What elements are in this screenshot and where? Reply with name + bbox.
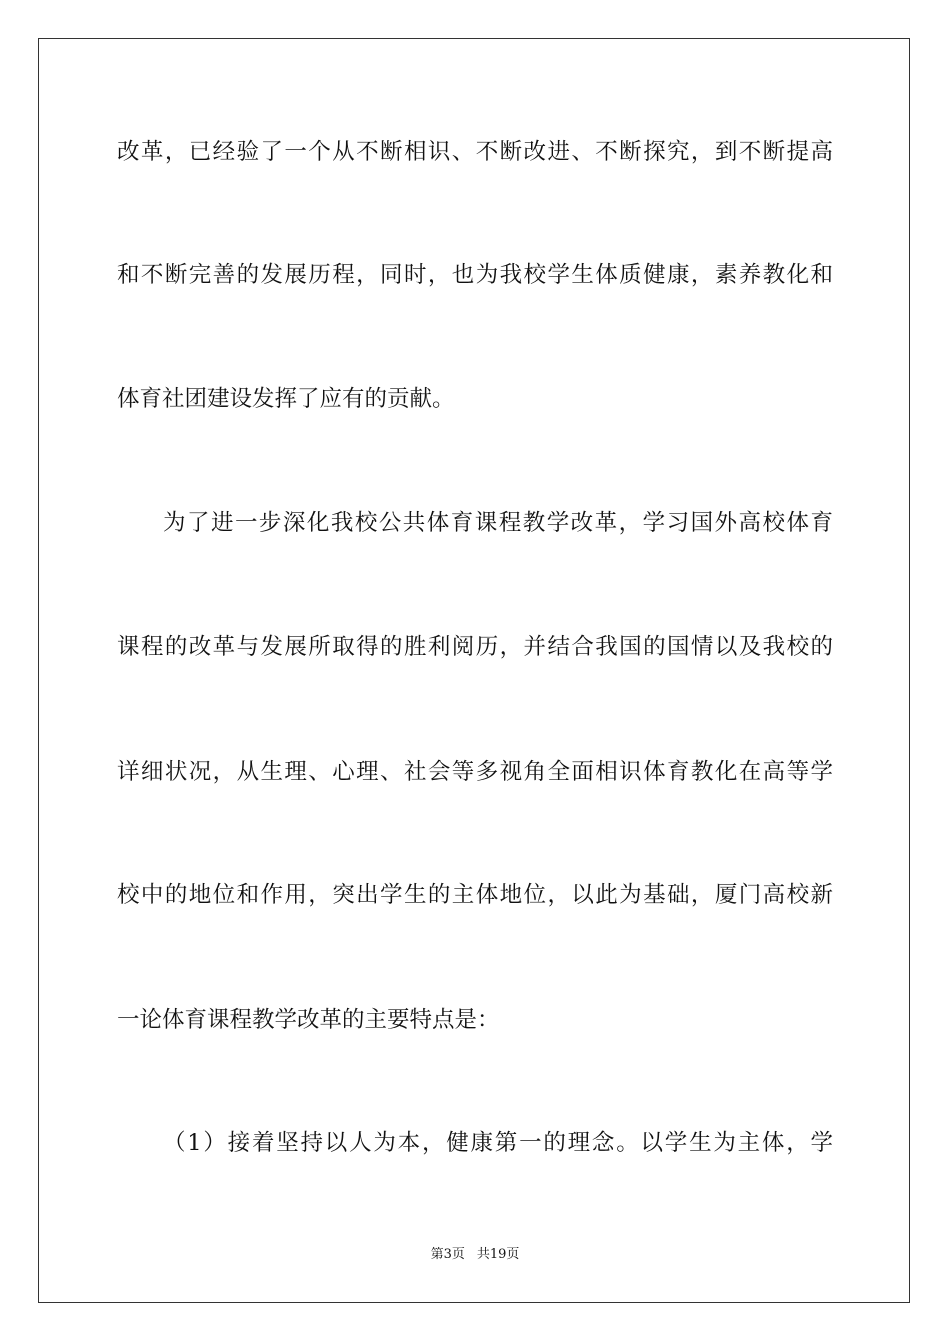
total-pages: 共19页	[476, 1247, 520, 1262]
page-footer	[0, 1246, 950, 1264]
body-text-line: 和不断完善的发展历程，同时，也为我校学生体质健康，素养教化和	[117, 262, 833, 288]
page-number: 第3页	[430, 1247, 465, 1262]
list-item-first-line: （1）接着坚持以人为本，健康第一的理念。以学生为主体，学	[163, 1130, 833, 1156]
body-text-line: 体育社团建设发挥了应有的贡献。	[117, 386, 455, 412]
body-text-line: 课程的改革与发展所取得的胜利阅历，并结合我国的国情以及我校的	[117, 634, 833, 660]
body-text-line: 详细状况，从生理、心理、社会等多视角全面相识体育教化在高等学	[117, 759, 833, 785]
body-text-line: 改革，已经验了一个从不断相识、不断改进、不断探究，到不断提高	[117, 139, 833, 165]
paragraph-first-line: 为了进一步深化我校公共体育课程教学改革，学习国外高校体育	[163, 510, 833, 536]
body-text-line: 校中的地位和作用，突出学生的主体地位，以此为基础，厦门高校新	[117, 882, 833, 908]
page-border	[38, 38, 910, 1303]
body-text-line: 一论体育课程教学改革的主要特点是：	[117, 1007, 500, 1033]
